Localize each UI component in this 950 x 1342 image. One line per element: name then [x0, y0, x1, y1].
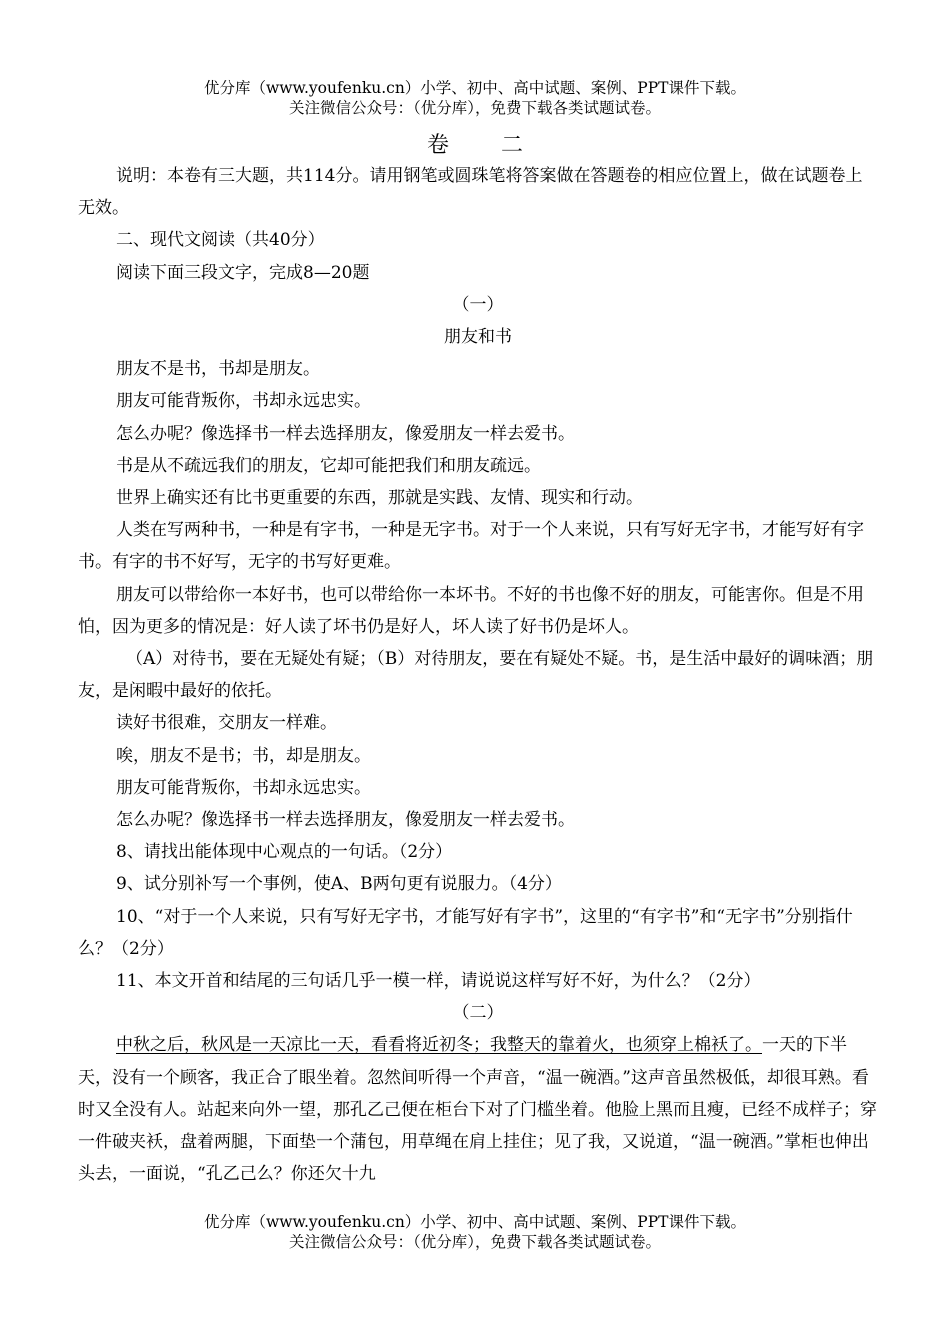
paragraph: 人类在写两种书，一种是有字书，一种是无字书。对于一个人来说，只有写好无字书，才能写好有字书。有字的书不好写，无字的书写好更难。 — [78, 520, 864, 573]
paragraph: （A）对待书，要在无疑处有疑；（B）对待朋友，要在有疑处不疑。书，是生活中最好的调味酒；朋友，是闲暇中最好的依托。 — [78, 649, 874, 702]
paragraph: 朋友可能背叛你，书却永远忠实。 — [116, 391, 371, 412]
header-line-1: 优分库（www.youfenku.cn）小学、初中、高中试题、案例、PPT课件下载。 — [203, 79, 747, 97]
page-footer — [0, 1212, 950, 1252]
paragraph: 怎么办呢？像选择书一样去选择朋友，像爱朋友一样去爱书。 — [116, 423, 575, 444]
paragraph: 世界上确实还有比书更重要的东西，那就是实践、友情、现实和行动。 — [116, 488, 643, 509]
instructions: 说明：本卷有三大题，共114分。请用钢笔或圆珠笔将答案做在答题卷的相应位置上，做在试题卷上无效。 — [78, 166, 863, 219]
header-line-2: 关注微信公众号：（优分库），免费下载各类试题试卷。 — [288, 99, 661, 117]
footer-line-2: 关注微信公众号：（优分库），免费下载各类试题试卷。 — [288, 1233, 661, 1251]
document-body — [78, 160, 878, 1191]
question-9: 9、试分别补写一个事例，使A、B两句更有说服力。（4分） — [116, 874, 562, 895]
section-intro: 阅读下面三段文字，完成8—20题 — [116, 262, 370, 283]
section-heading: 二、现代文阅读（共40分） — [116, 230, 325, 251]
paragraph: 读好书很难，交朋友一样难。 — [116, 713, 337, 734]
question-8: 8、请找出能体现中心观点的一句话。（2分） — [116, 842, 453, 863]
page-header — [0, 78, 950, 118]
excerpt-paragraph — [78, 1029, 878, 1190]
paragraph: 朋友不是书，书却是朋友。 — [116, 359, 320, 380]
paragraph: 唉，朋友不是书；书，却是朋友。 — [116, 745, 371, 766]
paragraph: 怎么办呢？像选择书一样去选择朋友，像爱朋友一样去爱书。 — [116, 810, 575, 831]
footer-line-1: 优分库（www.youfenku.cn）小学、初中、高中试题、案例、PPT课件下载。 — [203, 1213, 747, 1231]
paragraph: 书是从不疏远我们的朋友，它却可能把我们和朋友疏远。 — [116, 455, 541, 476]
question-10: 10、“对于一个人来说，只有写好无字书，才能写好有字书”，这里的“有字书”和“无字书”分别指什么？（2分） — [78, 906, 853, 959]
part2-number: （二） — [452, 1003, 504, 1024]
excerpt-text: 一天的下半天，没有一个顾客，我正合了眼坐着。忽然间听得一个声音，“温一碗酒。”这声音虽然极低，却很耳熟。看时又全没有人。站起来向外一望，那孔乙己便在柜台下对了门槛坐着。他脸上黑而且瘦，已经不成样子；穿一件破夹袄，盘着两腿，下面垫一个蒲包，用草绳在肩上挂住；见了我，又说道，“温一碗酒。”掌柜也伸出头去，一面说，“孔乙己么？你还欠十九 — [78, 1035, 877, 1185]
part1-number: （一） — [452, 294, 504, 315]
article-title: 朋友和书 — [444, 327, 512, 348]
question-11: 11、本文开首和结尾的三句话几乎一模一样，请说说这样写好不好，为什么？（2分） — [116, 971, 761, 992]
paragraph: 朋友可能背叛你，书却永远忠实。 — [116, 777, 371, 798]
paragraph: 朋友可以带给你一本好书，也可以带给你一本坏书。不好的书也像不好的朋友，可能害你。但是不用怕，因为更多的情况是：好人读了坏书仍是好人，坏人读了好书仍是坏人。 — [78, 584, 864, 637]
underlined-sentence: 中秋之后，秋风是一天凉比一天，看看将近初冬；我整天的靠着火，也须穿上棉袄了。 — [116, 1035, 762, 1056]
paper-title: 卷二 — [426, 133, 575, 158]
